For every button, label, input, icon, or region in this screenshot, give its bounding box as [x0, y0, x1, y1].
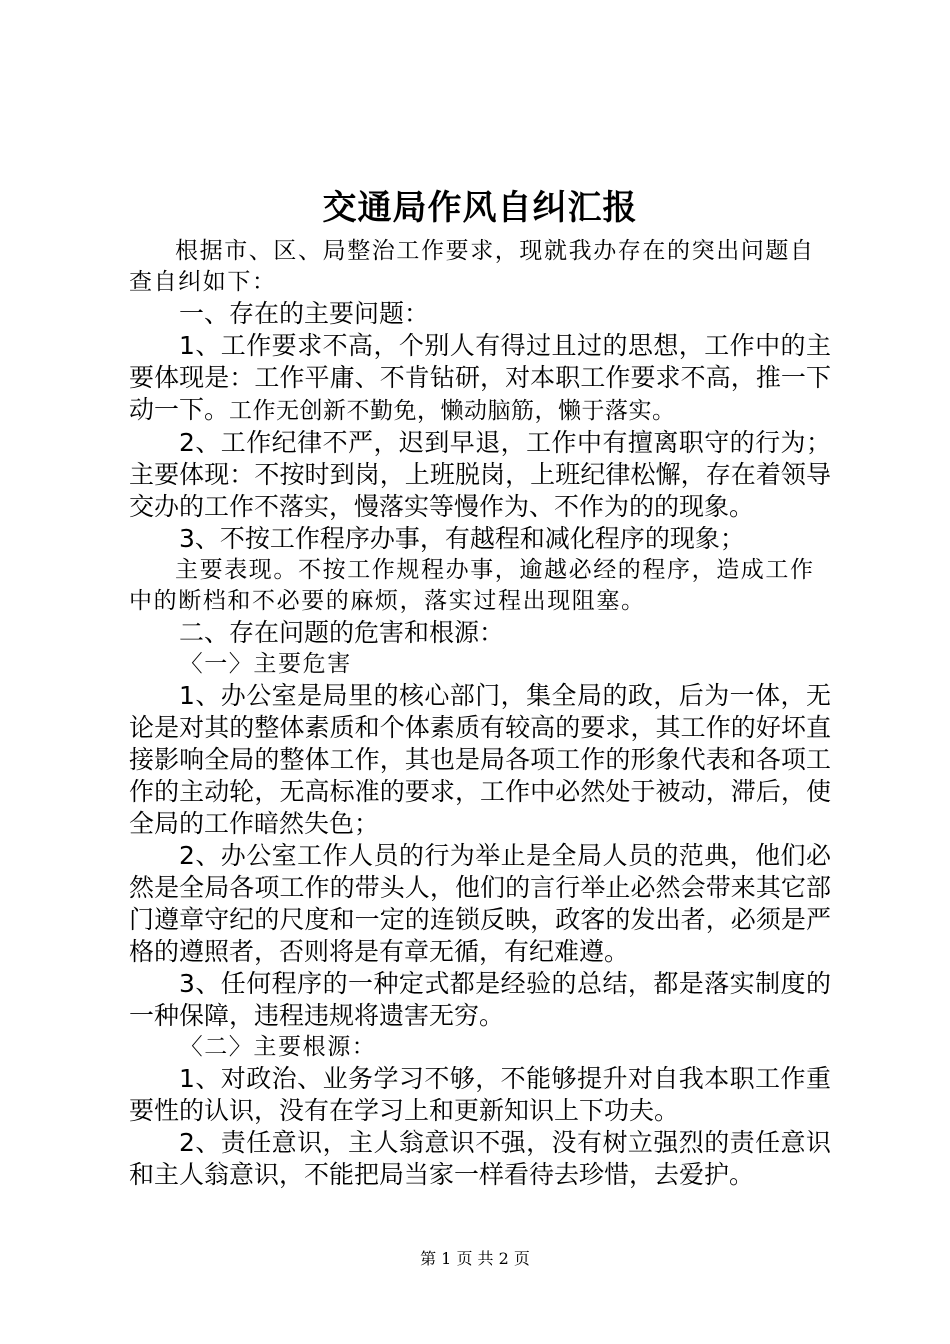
- document-page: [129, 184, 831, 1191]
- harm-1-paragraph: 1、办公室是局里的核心部门，集全局的政，后为一体，无论是对其的整体素质和个体素质有较高的要求，其工作的好坏直接影响全局的整体工作，其也是局各项工作的形象代表和各项工作的主动轮，无高标准的要求，工作中必然处于被动，滞后，使全局的工作暗然失色；: [129, 681, 831, 838]
- section-heading-2: 二、存在问题的危害和根源：: [179, 618, 505, 647]
- subsection-heading-root: 〈二〉主要根源：: [179, 1034, 377, 1060]
- harm-3-paragraph: 3、任何程序的一种定式都是经验的总结，都是落实制度的一种保障，违程违规将遗害无穷。: [129, 969, 831, 1030]
- subsection-heading-harm: 〈一〉主要危害: [179, 651, 352, 677]
- document-title: 交通局作风自纠汇报: [322, 188, 638, 228]
- problem-2-paragraph: 2、工作纪律不严，迟到早退，工作中有擅离职守的行为；主要体现：不按时到岗，上班脱岗，上班纪律松懈，存在着领导交办的工作不落实，慢落实等慢作为、不作为的的现象。: [129, 428, 831, 521]
- intro-paragraph: 根据市、区、局整治工作要求，现就我办存在的突出问题自查自纠如下：: [129, 238, 815, 295]
- problem-1-text: 1、工作要求不高，个别人有得过且过的思想，工作中的主要体现是：工作平庸、不肯钻研，对本职工作要求不高，推一下动一下。: [129, 331, 831, 424]
- harm-2-paragraph: 2、办公室工作人员的行为举止是全局人员的范典，他们必然是全局各项工作的带头人，他们的言行举止必然会带来其它部门遵章守纪的尺度和一定的连锁反映，政客的发出者，必须是严格的遵照者，否则将是有章无循，有纪难遵。: [129, 841, 831, 966]
- section-heading-1: 一、存在的主要问题：: [179, 299, 430, 328]
- problem-1-tail: 工作无创新不勤免，懒动脑筋，懒于落实。: [229, 398, 676, 424]
- problem-3-paragraph: 3、不按工作程序办事，有越程和减化程序的现象；: [179, 524, 745, 553]
- problem-3-detail: 主要表现。不按工作规程办事，逾越必经的程序，造成工作中的断档和不必要的麻烦，落实过程出现阻塞。: [129, 557, 815, 614]
- root-2-paragraph: 2、责任意识，主人翁意识不强，没有树立强烈的责任意识和主人翁意识，不能把局当家一样看待去珍惜，去爱护。: [129, 1128, 831, 1189]
- root-1-paragraph: 1、对政治、业务学习不够，不能够提升对自我本职工作重要性的认识，没有在学习上和更新知识上下功夫。: [129, 1064, 831, 1125]
- problem-1-paragraph: [129, 330, 831, 427]
- page-footer: 第 1 页 共 2 页: [420, 1249, 530, 1268]
